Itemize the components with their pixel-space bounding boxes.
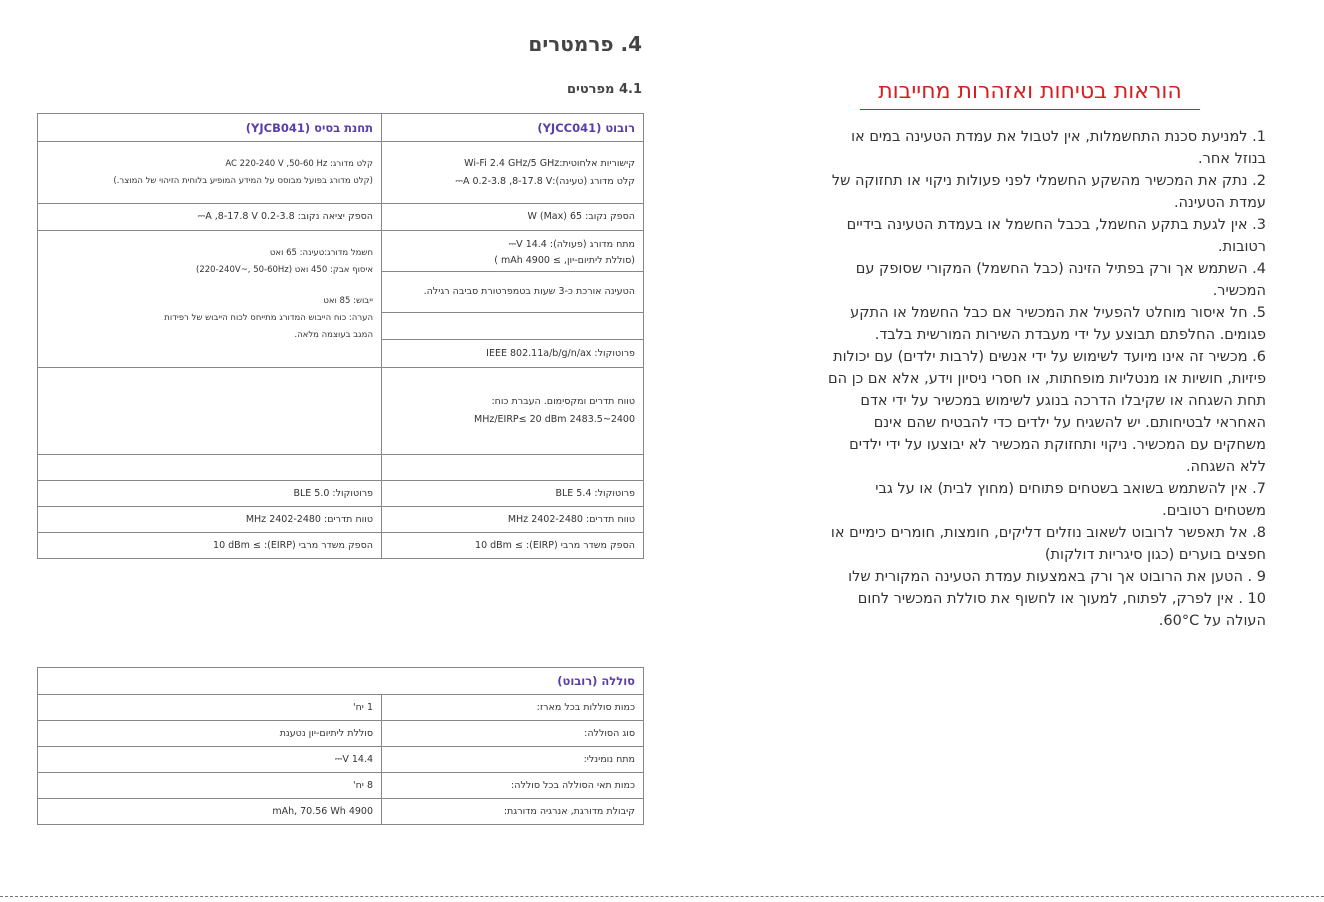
base-column-header: תחנת בסיס (YJCB041) bbox=[38, 114, 382, 142]
safety-line: 3. אין לגעת בתקע החשמל, בכבל החשמל או בעמדת הטעינה בידיים bbox=[846, 217, 1266, 233]
safety-heading: הוראות בטיחות ואזהרות מחייבות bbox=[860, 78, 1200, 110]
table-header-row bbox=[38, 668, 644, 695]
table-row bbox=[38, 231, 644, 368]
safety-line: פיזיות, חושיות או מנטליות מופחתות, או חסרי ניסיון וידע, אלא אם כן הם bbox=[828, 371, 1266, 387]
table-row bbox=[38, 799, 644, 825]
robot-subcell: פרוטוקול: IEEE 802.11a/b/g/n/ax bbox=[486, 348, 635, 359]
table-row bbox=[38, 455, 644, 481]
base-cell: פרוטוקול: BLE 5.0 bbox=[38, 481, 382, 507]
robot-cell-line: (סוללת ליתיום-יון, ≥ 4900 mAh ) bbox=[494, 255, 635, 266]
safety-line: 8. אל תאפשר לרובוט לשאוב נוזלים דליקים, חומצות, חומרים כימיים או bbox=[830, 525, 1266, 541]
robot-cell: טווח תדרים: 2402-2480 MHz bbox=[382, 507, 644, 533]
battery-value-cell: 1 יח' bbox=[38, 695, 382, 721]
base-cell-line: קלט מדורג: AC 220-240 V ,50-60 Hz bbox=[225, 158, 373, 169]
robot-cell bbox=[382, 142, 644, 204]
battery-header: סוללה (רובוט) bbox=[38, 668, 644, 695]
base-cell-line: חשמל מדורג:טעינה: 65 ואט bbox=[269, 248, 373, 258]
table-row bbox=[38, 481, 644, 507]
battery-value-cell: סוללת ליתיום-יון נטענת bbox=[38, 721, 382, 747]
robot-cell-line: קישוריות אלחוטית:Wi-Fi 2.4 GHz/5 GHz bbox=[464, 157, 635, 169]
battery-label-cell: סוג הסוללה: bbox=[382, 721, 644, 747]
safety-line: תחת השגחה או שקיבלו הדרכה בנוגע לשימוש במכשיר על ידי אדם bbox=[860, 393, 1266, 409]
robot-subcell bbox=[382, 231, 643, 272]
battery-value-cell: 4900 mAh, 70.56 Wh bbox=[38, 799, 382, 825]
battery-value-cell: 8 יח' bbox=[38, 773, 382, 799]
battery-label-cell: כמות תאי הסוללה בכל סוללה: bbox=[382, 773, 644, 799]
safety-line: 9 . הטען את הרובוט אך ורק באמצעות עמדת הטעינה המקורית שלו bbox=[848, 569, 1266, 585]
safety-line: המכשיר. bbox=[1212, 283, 1266, 299]
robot-cell: הספק נקוב: 65 W (Max) bbox=[382, 204, 644, 231]
table-row bbox=[38, 533, 644, 559]
robot-subcell: הטעינה אורכת כ-3 שעות בטמפרטורת סביבה רגילה. bbox=[382, 272, 643, 313]
robot-cell-line: מתח מדורג (פעולה): 14.4 V⎓ bbox=[508, 239, 635, 250]
robot-column-header: רובוט (YJCC041) bbox=[382, 114, 644, 142]
robot-cell-line: 2400~2483.5 MHz/EIRP≤ 20 dBm bbox=[474, 414, 635, 425]
safety-line: 4. השתמש אך ורק בפתיל הזינה (כבל החשמל) המקורי שסופק עם bbox=[855, 261, 1266, 277]
safety-line: 1. למניעת סכנת התחשמלות, אין לטבול את עמדת הטעינה במים או bbox=[851, 129, 1266, 145]
table-header-row bbox=[38, 114, 644, 142]
table-row bbox=[38, 204, 644, 231]
base-cell-line: המגב בעוצמה מלאה. bbox=[294, 330, 373, 340]
battery-label-cell: קיבולת מדורגת, אנרגיה מדורגת: bbox=[382, 799, 644, 825]
page-bottom-divider bbox=[0, 896, 1324, 897]
base-cell bbox=[38, 231, 382, 368]
robot-cell bbox=[382, 368, 644, 455]
safety-line: 5. חל איסור מוחלט להפעיל את המכשיר אם כבל החשמל או התקע bbox=[850, 305, 1266, 321]
base-cell: הספק משדר מרבי (EIRP): ≥ 10 dBm bbox=[38, 533, 382, 559]
safety-line: 6. מכשיר זה אינו מיועד לשימוש על ידי אנשים (לרבות ילדים) עם יכולות bbox=[833, 349, 1266, 365]
safety-line: פגומים. החלפתם תבוצע על ידי מעבדת השירות המורשית בלבד. bbox=[874, 327, 1266, 343]
table-row bbox=[38, 747, 644, 773]
robot-cell-line: קלט מדורג (טעינה):A 0.2-3.8 ,8-17.8 V⎓ bbox=[455, 175, 635, 187]
table-row bbox=[38, 695, 644, 721]
parameters-heading: 4. פרמטרים bbox=[528, 32, 642, 56]
safety-line: 7. אין להשתמש בשואב בשטחים פתוחים (מחוץ לבית) או על גבי bbox=[875, 481, 1266, 497]
specifications-subheading: 4.1 מפרטים bbox=[566, 82, 642, 97]
battery-label-cell: מתח נומינלי: bbox=[382, 747, 644, 773]
base-cell: הספק יציאה נקוב: 0.2-3.8 A ,8-17.8 V⎓ bbox=[38, 204, 382, 231]
table-row bbox=[38, 773, 644, 799]
battery-value-cell: 14.4 V⎓ bbox=[38, 747, 382, 773]
robot-cell bbox=[382, 231, 644, 368]
table-row bbox=[38, 142, 644, 204]
base-cell-line: ייבוש: 85 ואט bbox=[323, 296, 373, 306]
base-cell: טווח תדרים: 2402-2480 MHz bbox=[38, 507, 382, 533]
base-cell bbox=[38, 368, 382, 455]
base-cell-line: איסוף אבק: 450 ואט (220-240V~, 50-60Hz) bbox=[196, 265, 373, 275]
battery-label-cell: כמות סוללות בכל מארז: bbox=[382, 695, 644, 721]
safety-line: האחראי לבטיחותם. יש להשגיח על ילדים כדי להבטיח שהם אינם bbox=[873, 415, 1266, 431]
robot-subcell bbox=[382, 313, 643, 340]
base-cell-line: (קלט מדורג בפועל מבוסס על המידע המופיע בלוחית הזיהוי של המוצר.) bbox=[113, 175, 373, 186]
robot-cell: פרוטוקול: BLE 5.4 bbox=[382, 481, 644, 507]
safety-line: 10 . אין לפרק, לפתוח, למעוך או לחשוף את סוללת המכשיר לחום bbox=[857, 591, 1266, 607]
base-cell bbox=[38, 455, 382, 481]
safety-line: משטחים רטובים. bbox=[1162, 503, 1266, 519]
robot-cell bbox=[382, 455, 644, 481]
safety-instructions bbox=[800, 126, 1266, 632]
safety-line: עמדת הטעינה. bbox=[1173, 195, 1266, 211]
robot-cell-line: טווח תדרים ומקסימום. העברת כוח: bbox=[491, 396, 635, 407]
table-row bbox=[38, 721, 644, 747]
safety-line: העולה על 60°C. bbox=[1158, 613, 1266, 629]
robot-cell: הספק משדר מרבי (EIRP): ≥ 10 dBm bbox=[382, 533, 644, 559]
safety-line: חפצים בוערים (כגון סיגריות דולקות) bbox=[1044, 547, 1266, 563]
safety-line: בנוזל אחר. bbox=[1198, 151, 1266, 167]
battery-table bbox=[37, 667, 644, 825]
safety-line: משחקים עם המכשיר. ניקוי ותחזוקת המכשיר לא יבוצעו על ידי ילדים bbox=[849, 437, 1266, 453]
base-cell-line: הערה: כוח הייבוש המדורג מתייחס לכוח הייבוש של רפידות bbox=[164, 313, 373, 323]
base-cell bbox=[38, 142, 382, 204]
safety-line: ללא השגחה. bbox=[1185, 459, 1266, 475]
table-row bbox=[38, 507, 644, 533]
safety-line: רטובות. bbox=[1217, 239, 1266, 255]
specifications-table bbox=[37, 113, 644, 559]
safety-line: 2. נתק את המכשיר מהשקע החשמלי לפני פעולות ניקוי או תחזוקה של bbox=[831, 173, 1266, 189]
table-row bbox=[38, 368, 644, 455]
